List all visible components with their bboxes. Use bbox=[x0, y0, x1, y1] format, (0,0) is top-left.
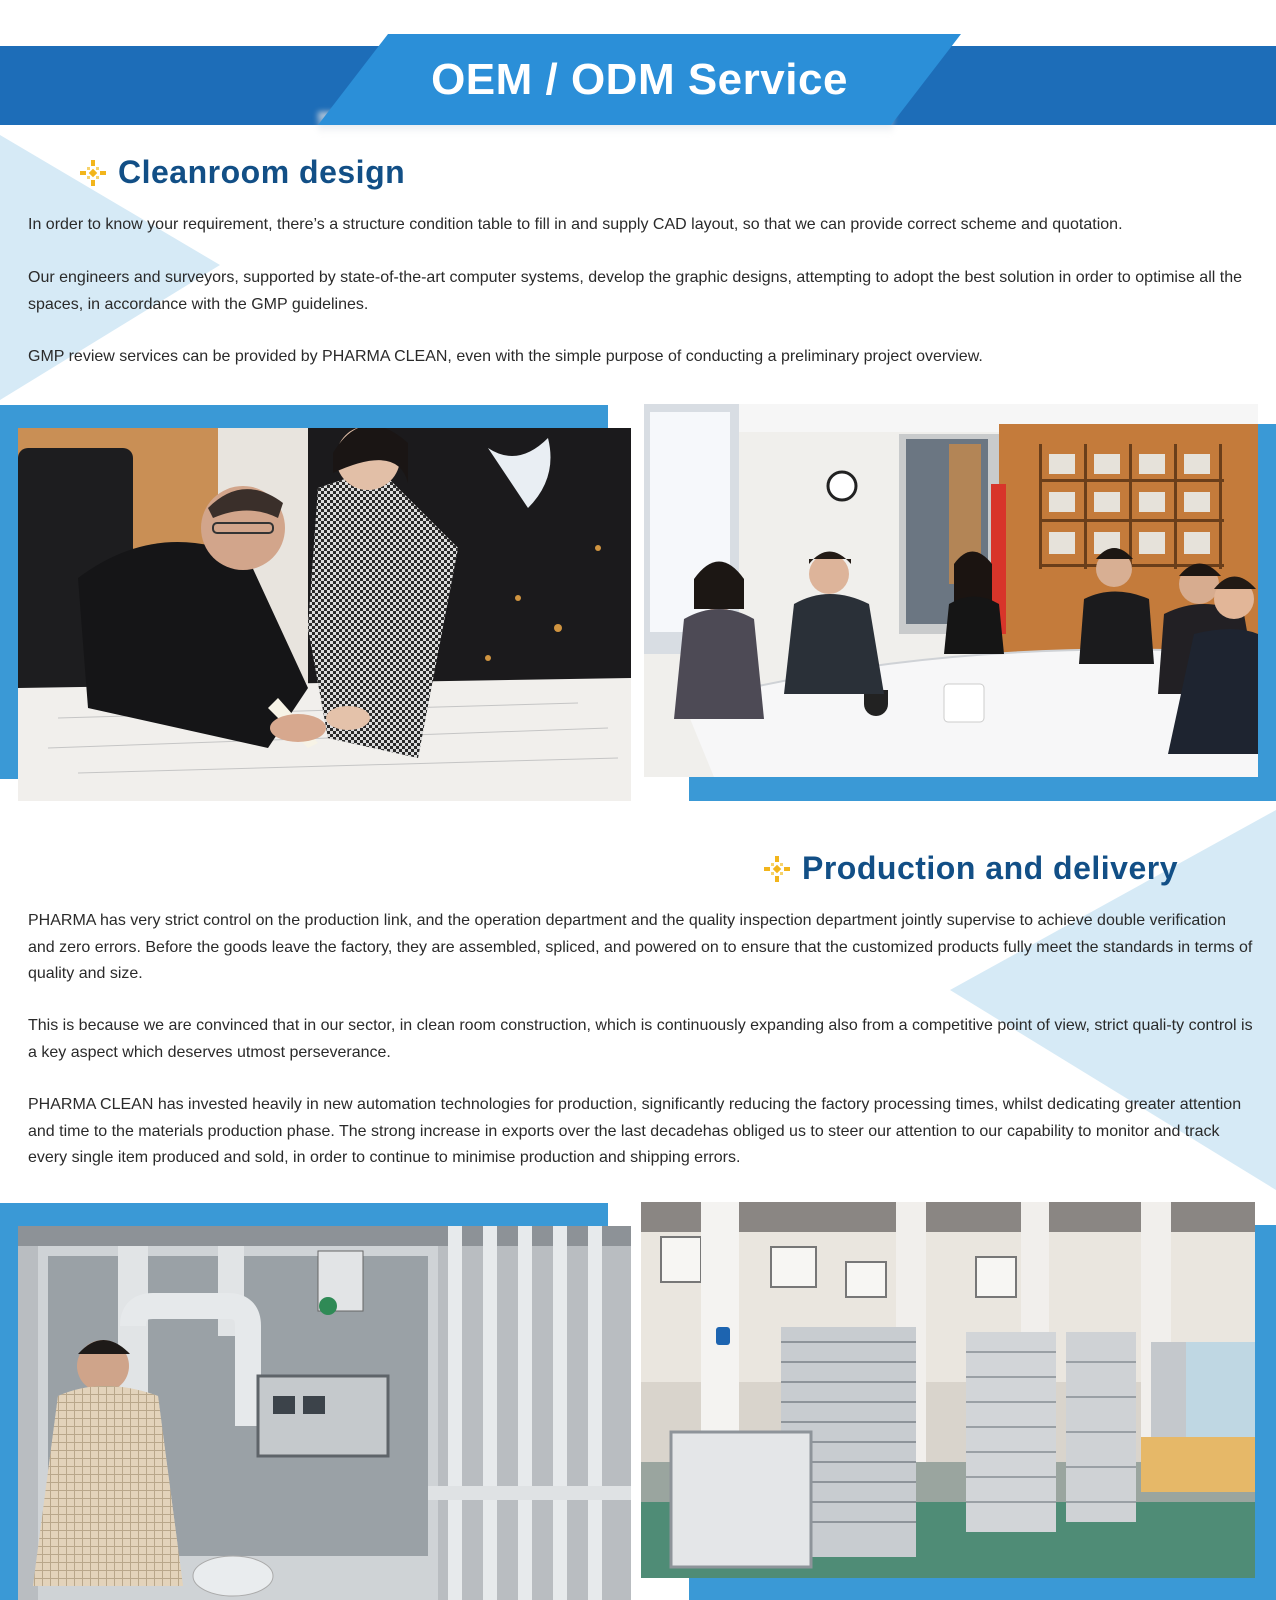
photo-design-review bbox=[18, 428, 631, 801]
sparkle-cross-icon bbox=[762, 854, 792, 884]
photo-warehouse-panels bbox=[641, 1202, 1255, 1578]
section-heading-production-delivery bbox=[762, 850, 1178, 887]
paragraph: This is because we are convinced that in our sector, in clean room construction, which is continuously expanding also from a competitive point of view, strict quali-ty control is a key aspect which deserves utmost perseverance. bbox=[28, 1017, 1253, 1061]
paragraph: Our engineers and surveyors, supported by state-of-the-art computer systems, develop the graphic designs, attempting to adopt the best solution in order to optimise all the spaces, in accordance with the GMP guidelines. bbox=[28, 269, 1242, 313]
section-heading-cleanroom-design bbox=[78, 154, 405, 191]
sparkle-cross-icon bbox=[78, 158, 108, 188]
photo-team-meeting bbox=[644, 404, 1258, 777]
photo-machine-assembly bbox=[18, 1226, 631, 1600]
section-heading-text: Production and delivery bbox=[802, 850, 1179, 886]
paragraph: PHARMA has very strict control on the production link, and the operation department and the quality inspection department jointly supervise to achieve double verification and zero errors. Before the goods leave the factory, they are assembled, spliced, and powered on to ensure that the customized products fully meet the standards in terms of quality and size. bbox=[28, 912, 1253, 982]
paragraph: In order to know your requirement, there’s a structure condition table to fill in and supply CAD layout, so that we can provide correct scheme and quotation. bbox=[28, 216, 1123, 233]
page-title: OEM / ODM Service bbox=[431, 55, 848, 104]
section-heading-text: Cleanroom design bbox=[118, 154, 406, 190]
paragraph: GMP review services can be provided by PHARMA CLEAN, even with the simple purpose of conducting a preliminary project overview. bbox=[28, 348, 983, 365]
paragraph: PHARMA CLEAN has invested heavily in new automation technologies for production, significantly reducing the factory processing times, whilst dedicating greater attention and time to the materials production phase. The strong increase in exports over the last decadehas obliged us to steer our attention to our capability to monitor and track every single item produced and sold, in order to continue to minimise production and shipping errors. bbox=[28, 1096, 1242, 1166]
